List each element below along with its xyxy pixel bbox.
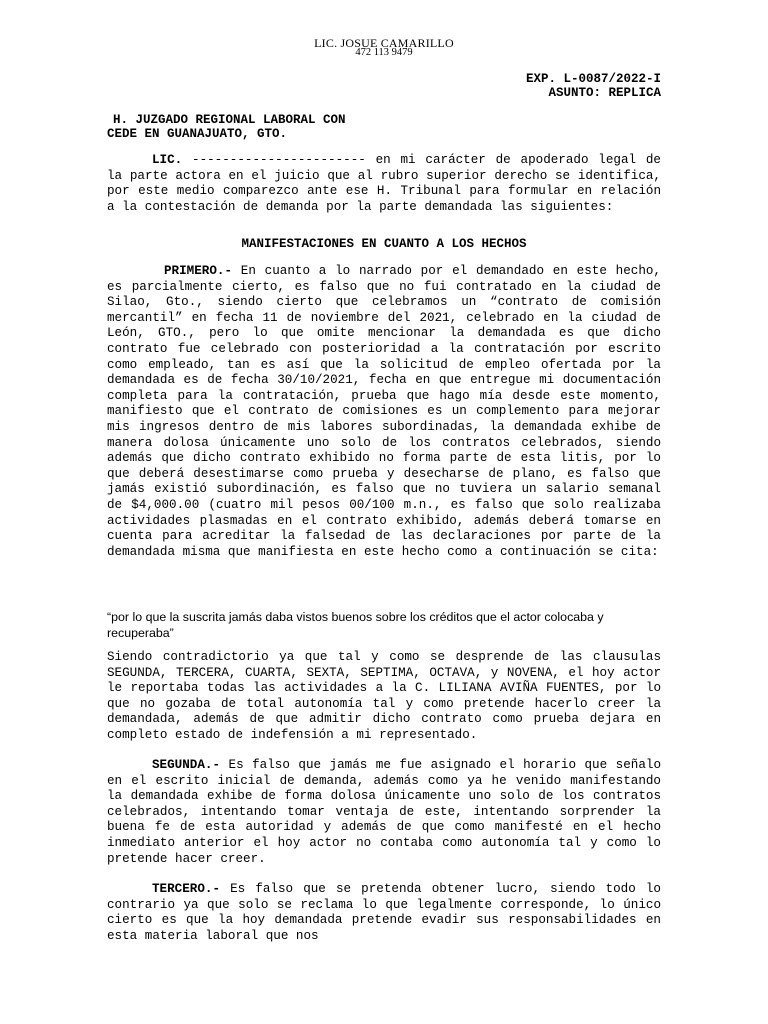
paragraph-segunda <box>107 758 661 867</box>
paragraph-primero <box>107 264 661 560</box>
addressee-line-2: CEDE EN GUANAJUATO, GTO. <box>107 127 288 141</box>
primero-text: En cuanto a lo narrado por el demandado en este hecho, es parcialmente cierto, es falso que no fui contratado en la ciudad de Silao, Gto., siendo cierto que celebramos un “contrato de comisión mercantil” en fecha 11 de noviembre del 2021, celebrado en la ciudad de León, GTO., pero lo que omite mencionar la demandada es que dicho contrato fue celebrado con posterioridad a la contratación por escrito como empleado, tan es así que la solicitud de empleo ofertada por la demandada es de fecha 30/10/2021, fecha en que entregue mi documentación completa para la contratación, prueba que hago mía desde este momento, manifiesto que el contrato de comisiones es un complemento para mejorar mis ingresos dentro de mis labores subordinadas, la demandada exhibe de manera dolosa únicamente uno solo de los contratos celebrados, siendo además que dicho contrato exhibido no forma parte de esta litis, por lo que deberá desestimarse como prueba y desecharse de plano, es falso que jamás existió subordinación, es falso que no tuviera un salario semanal de $4,000.00 (cuatro mil pesos 00/100 m.n., es falso que solo realizaba actividades plasmadas en el contrato exhibido, además deberá tomarse en cuenta para acreditar la falsedad de las declaraciones por parte de la demandada misma que manifiesta en este hecho como a continuación se cita: <box>107 264 661 559</box>
paragraph-siendo <box>107 650 661 744</box>
intro-text: ----------------------- en mi carácter de apoderado legal de la parte actora en el juicio que al rubro superior derecho se identifica, por este medio comparezco ante ese H. Tribunal para formular en relación a la contestación de demanda por la parte demandada las siguientes: <box>107 153 661 214</box>
primero-lead: PRIMERO.- <box>164 264 233 278</box>
lawyer-phone: 472 113 9479 <box>355 47 413 58</box>
paragraph-tercero <box>107 882 661 944</box>
siendo-text: Siendo contradictorio ya que tal y como se desprende de las clausulas SEGUNDA, TERCERA, CUARTA, SEXTA, SEPTIMA, OCTAVA, y NOVENA, el hoy actor le reportaba todas las actividades a la C. LILIANA AVIÑA FUENTES, por lo que no gozaba de total autonomía tal y como pretende hacerlo creer la demandada, además de que admitir dicho contrato como prueba dejara en completo estado de indefensión a mi representado. <box>107 650 661 742</box>
segunda-lead: SEGUNDA.- <box>152 758 221 772</box>
section-title: MANIFESTACIONES EN CUANTO A LOS HECHOS <box>241 237 527 251</box>
intro-paragraph <box>107 153 661 215</box>
lawyer-name: LIC. JOSUE CAMARILLO <box>314 36 454 50</box>
case-subject: ASUNTO: REPLICA <box>548 86 661 100</box>
case-number: EXP. L-0087/2022-I <box>525 72 661 86</box>
tercero-lead: TERCERO.- <box>152 882 221 896</box>
addressee-line-1: H. JUZGADO REGIONAL LABORAL CON <box>113 113 346 127</box>
quoted-statement: “por lo que la suscrita jamás daba vistos buenos sobre los créditos que el actor colocaba y recuperaba” <box>107 610 604 640</box>
intro-lead: LIC. <box>152 153 183 167</box>
tercero-text: Es falso que se pretenda obtener lucro, siendo todo lo contrario ya que solo se reclama lo que legalmente corresponde, lo único cierto es que la hoy demandada pretende evadir sus responsabilidades en esta materia laboral que nos <box>107 882 661 943</box>
segunda-text: Es falso que jamás me fue asignado el horario que señalo en el escrito inicial de demanda, además como ya he venido manifestando la demandada exhibe de forma dolosa únicamente uno solo de los contratos celebrados, intentando tomar ventaja de este, intentando sorprender la buena fe de esta autoridad y además de que como manifesté en el hecho inmediato anterior el hoy actor no contaba como autonomía tal y como lo pretende hacer creer. <box>107 758 661 866</box>
